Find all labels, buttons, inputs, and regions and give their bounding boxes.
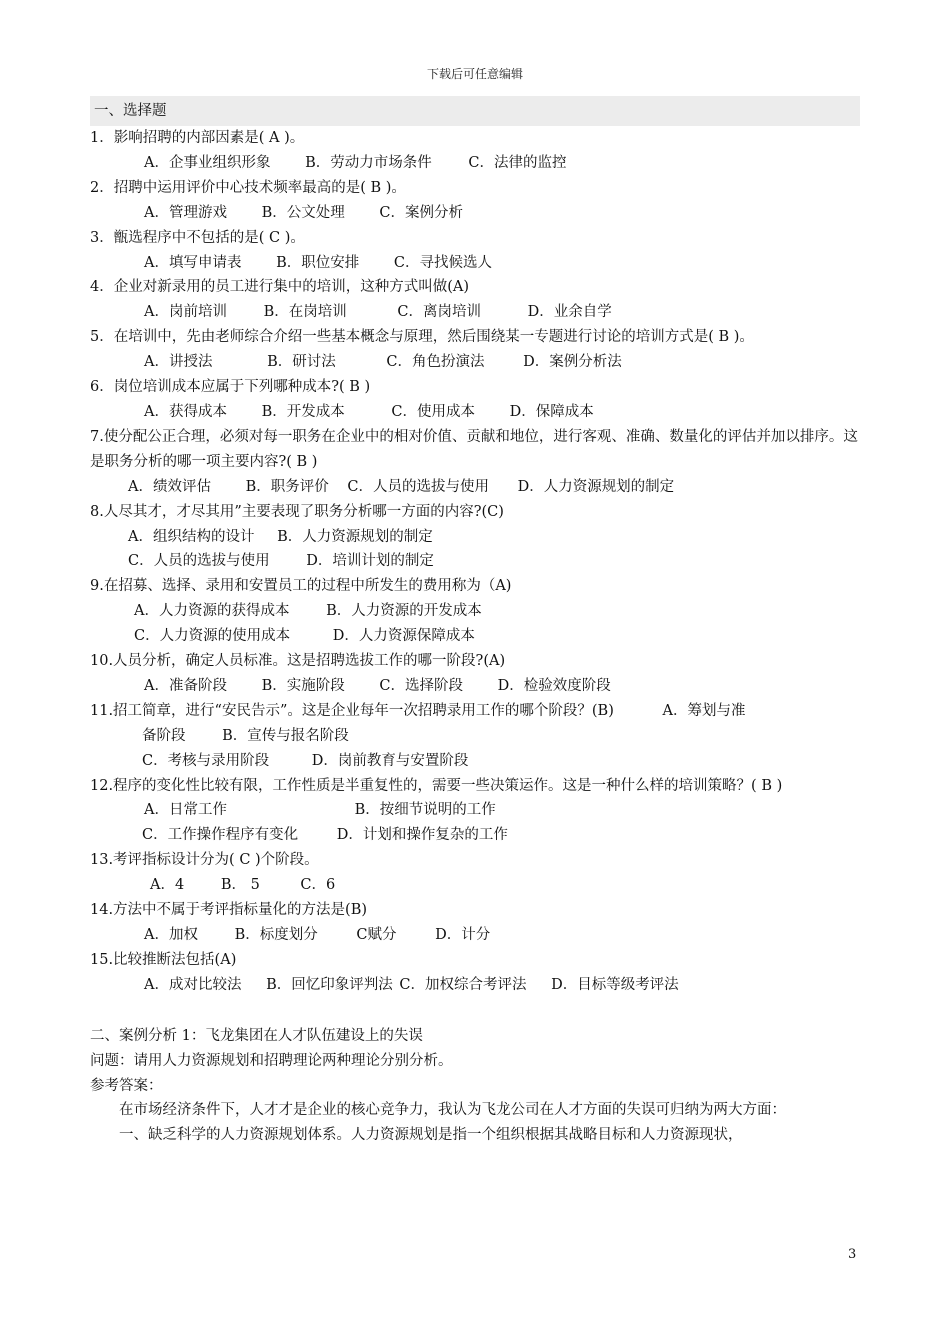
- option: A．加权: [144, 927, 198, 943]
- question-4: 4．企业对新录用的员工进行集中的培训，这种方式叫做(A): [90, 279, 470, 296]
- option: C．角色扮演法: [386, 354, 485, 371]
- section-title-choice: 一、选择题: [90, 96, 860, 126]
- option: C．选择阶段: [379, 677, 463, 694]
- option: B．在岗培训: [263, 304, 347, 321]
- option: A．日常工作: [144, 802, 227, 819]
- options-10: [90, 674, 860, 699]
- option: A．管理游戏: [144, 204, 227, 221]
- options-9b: [90, 624, 860, 649]
- options-11a: [90, 724, 860, 749]
- options-12a: [90, 798, 860, 823]
- option: C．离岗培训: [397, 304, 481, 321]
- question-10: 10.人员分析，确定人员标准。这是招聘选拔工作的哪一阶段?(A): [90, 653, 506, 670]
- options-12b: [90, 823, 860, 848]
- options-8b: [90, 549, 860, 574]
- options-13: [90, 873, 860, 898]
- spacer: [90, 998, 860, 1024]
- options-14: [90, 923, 860, 948]
- option: D．检验效度阶段: [497, 677, 611, 694]
- option: B．标度划分: [234, 927, 318, 943]
- option: A．筹划与准: [662, 702, 746, 719]
- options-7: [90, 475, 860, 500]
- question-13: 13.考评指标设计分为( C )个阶段。: [90, 852, 319, 869]
- option: D．岗前教育与安置阶段: [311, 752, 469, 769]
- question-11: [90, 699, 860, 724]
- option: A．组织结构的设计: [128, 528, 255, 545]
- question-6: 6．岗位培训成本应属于下列哪种成本?( B ): [90, 379, 371, 396]
- option-continuation: 备阶段: [142, 727, 186, 744]
- document-body: [90, 96, 860, 1148]
- option: D．目标等级考评法: [551, 976, 679, 993]
- options-1: [90, 151, 860, 176]
- option: B．实施阶段: [261, 677, 345, 694]
- option: C赋分: [356, 927, 397, 943]
- option: A．讲授法: [144, 354, 213, 371]
- option: A．填写申请表: [144, 254, 242, 271]
- page-number: 3: [848, 1247, 857, 1262]
- option: B．人力资源的开发成本: [326, 603, 482, 620]
- options-9a: [90, 599, 860, 624]
- question-1: 1．影响招聘的内部因素是( A )。: [90, 130, 305, 146]
- page-header: 下载后可任意编辑: [426, 67, 523, 81]
- option: A．准备阶段: [144, 677, 227, 694]
- option: B．回忆印象评判法: [266, 976, 393, 993]
- option: C．6: [300, 877, 336, 894]
- option: B．人力资源规划的制定: [277, 528, 433, 545]
- options-6: [90, 400, 860, 425]
- option: C．加权综合考评法: [399, 976, 527, 993]
- option: D．人力资源规划的制定: [517, 478, 675, 495]
- answer-label: 参考答案：: [90, 1077, 163, 1094]
- question-3: 3．甑选程序中不包括的是( C )。: [90, 229, 305, 246]
- option: A．成对比较法: [144, 976, 242, 993]
- question-5: 5．在培训中，先由老师综合介绍一些基本概念与原理，然后围绕某一专题进行讨论的培训方式是( B )。: [90, 329, 754, 346]
- option: D．计划和操作复杂的工作: [336, 827, 508, 844]
- option: C．法律的监控: [468, 154, 567, 171]
- option: C．寻找候选人: [393, 254, 492, 271]
- option: B．按细节说明的工作: [354, 802, 496, 819]
- option: C．工作操作程序有变化: [142, 827, 299, 844]
- option: C．案例分析: [379, 204, 463, 221]
- option: A．获得成本: [144, 403, 227, 420]
- options-15: [90, 973, 860, 998]
- question-14: 14.方法中不属于考评指标量化的方法是(B): [90, 902, 368, 919]
- options-5: [90, 350, 860, 375]
- option: D．人力资源保障成本: [332, 628, 475, 645]
- options-2: [90, 201, 860, 226]
- question-8: 8.人尽其才，才尽其用”主要表现了职务分析哪一方面的内容?(C): [90, 503, 504, 520]
- option: B．开发成本: [261, 403, 345, 420]
- question-15: 15.比较推断法包括(A): [90, 951, 237, 968]
- option: C．人力资源的使用成本: [134, 628, 291, 645]
- option: B．公文处理: [261, 204, 345, 221]
- option: A．人力资源的获得成本: [134, 603, 290, 620]
- question-9: 9.在招募、选择、录用和安置员工的过程中所发生的费用称为（A): [90, 578, 512, 595]
- option: B．劳动力市场条件: [305, 154, 432, 171]
- option: B．宣传与报名阶段: [222, 727, 349, 744]
- option: C．人员的选拔与使用: [347, 478, 489, 495]
- option: A．4: [150, 877, 185, 894]
- question-2: 2．招聘中运用评价中心技术频率最高的是( B )。: [90, 179, 406, 196]
- option: A．绩效评估: [128, 478, 211, 495]
- question-7: 7.使分配公正合理，必须对每一职务在企业中的相对价值、贡献和地位，进行客观、准确、数量化的评估并加以排序。这是职务分析的哪一项主要内容?( B ): [90, 428, 858, 470]
- options-11b: [90, 749, 860, 774]
- option: B．职务评价: [245, 478, 329, 495]
- option: B．研讨法: [267, 354, 336, 371]
- answer-paragraph-1: 在市场经济条件下，人才才是企业的核心竞争力，我认为飞龙公司在人才方面的失误可归纳为两大方面：: [119, 1102, 786, 1119]
- options-8a: [90, 525, 860, 550]
- options-4: [90, 300, 860, 325]
- section-title-case: 二、案例分析 1：飞龙集团在人才队伍建设上的失误: [90, 1027, 423, 1044]
- option: C．人员的选拔与使用: [128, 553, 270, 570]
- case-question: 问题：请用人力资源规划和招聘理论两种理论分别分析。: [90, 1052, 453, 1069]
- option: C．使用成本: [391, 403, 475, 420]
- option: D．培训计划的制定: [306, 553, 434, 570]
- answer-paragraph-2: 一、缺乏科学的人力资源规划体系。人力资源规划是指一个组织根据其战略目标和人力资源现状，: [119, 1127, 743, 1144]
- option: D．案例分析法: [523, 354, 622, 371]
- option: A．岗前培训: [144, 304, 227, 321]
- option: C．考核与录用阶段: [142, 752, 270, 769]
- question-12: 12.程序的变化性比较有限，工作性质是半重复性的，需要一些决策运作。这是一种什么样的培训策略？( B ): [90, 777, 783, 794]
- question-11-text: 11.招工简章，进行“安民告示”。这是企业每年一次招聘录用工作的哪个阶段？(B): [90, 702, 614, 719]
- option: D．业余自学: [527, 304, 612, 321]
- option: B． 5: [220, 877, 260, 894]
- options-3: [90, 251, 860, 276]
- option: D．计分: [435, 927, 491, 943]
- option: D．保障成本: [509, 403, 594, 420]
- option: A．企事业组织形象: [144, 154, 271, 171]
- option: B．职位安排: [276, 254, 360, 271]
